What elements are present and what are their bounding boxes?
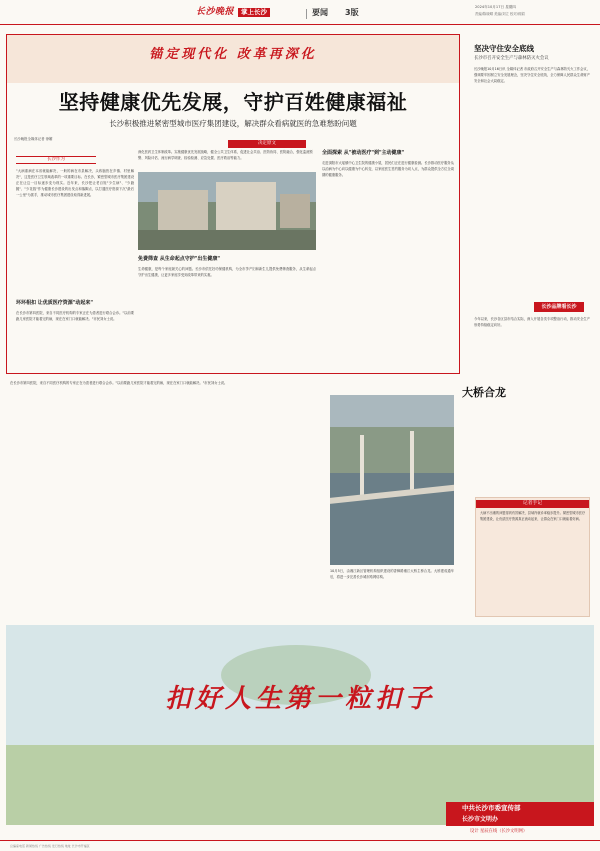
bridge-title[interactable]: 大桥合龙 [462, 386, 506, 399]
masthead-rule [0, 24, 600, 25]
page-footer: 总编室电话 新闻热线 广告热线 发行热线 地址 长沙市开福区 [0, 840, 600, 851]
spacer [462, 400, 463, 401]
bridge-photo[interactable] [330, 395, 454, 565]
main-subhead: 长沙积极推进紧密型城市医疗集团建设，解决群众看病就医的急难愁盼问题 [109, 119, 357, 128]
column-1-subtitle: 环环相扣 让优质医疗资源"动起来" [16, 300, 93, 306]
photo-sky [330, 395, 454, 427]
ad-slogan: 扣好人生第一粒扣子 [164, 684, 435, 714]
ad-credit: 设计 星辰在线（长沙文明网） [470, 829, 528, 834]
column-1-text: "大病重病在本省就能解决，一般的病在市县解决，头疼脑热在乡镇、村里解决"，这是医疗卫生领域改革的一项重要目标。在长沙，紧密型城市医疗集团建设正在让这一目标逐步变为现实。近年来，长沙把让老百姓"少生病"、"少跑腿"、"少花钱"作为健康长沙建设的出发点和落脚点，以打通医疗资源下沉"最后一公里"为抓手，推动城市医疗集团建设取得新进展。 [16, 169, 134, 197]
column-kicker: 长沙作为 [16, 156, 96, 164]
editorial-text: 大病不出湘的问题得到有效解决，县域内就诊率稳步提升。紧密型城市医疗集团建设，让优质医疗资源真正流动起来，让群众在家门口就能看好病。 [480, 511, 586, 521]
excerpt-text: 深化医药卫生体制改革。实施健康优先发展战略，健全公共卫生体系，促进社会共治、医防协同、医防融合，强化监测预警、风险评估、流行病学调查、检验检测、应急处置、医疗救治等能力。 [138, 150, 313, 160]
banner-slogan: 锚定现代化 改革再深化 [149, 47, 317, 62]
photo-bridge-tower [360, 435, 364, 495]
continued-story-text: 在长沙市第四医院，来自不同医疗机构的专家正在为患者进行联合会诊。"以前要跑几家医院才能看完的病，现在在家门口就能解决。"市民刘女士说。 [10, 381, 228, 385]
editors-credit: 责编/陈晓晴 美编/刘立 校对/蒋娟 [475, 12, 525, 16]
editorial-title: 记者手记 [476, 500, 589, 508]
hospital-photo[interactable] [138, 172, 316, 250]
photo-bridge-tower [410, 431, 414, 495]
right-story-subtitle: 长沙市召开安全生产与森林防灭火会议 [474, 56, 549, 61]
logo-text: 长沙晚报 [196, 6, 235, 17]
excerpt-label: 决定原文 [228, 140, 306, 148]
column-3-subtitle: 全面探索 从"被动医疗"到"主动健康" [322, 150, 405, 156]
column-3-text: 走进浏阳市大瑶镇中心卫生院的健康小屋，居民们正在进行健康检测。长沙推动医疗服务从以治病为中心向以健康为中心转变，以家庭医生签约服务为切入点，为群众提供全方位全周期的健康服务。 [322, 161, 454, 177]
column-2-text: 生命健康，是每个家庭最关心的问题。长沙市依托妇幼保健机构，为全市孕产妇和新生儿提供免费筛查服务，从生命起点守护出生健康，让更多家庭享受到改革带来的实惠。 [138, 267, 316, 277]
right-story-text: 长沙晚报10月16日讯 全媒体记者 市政府召开安全生产与森林防灭火工作会议，强调要牢固树立安全发展理念，坚决守住安全底线，全力保障人民群众生命财产安全和社会大局稳定。 [474, 67, 590, 83]
photo-building [158, 190, 208, 230]
section-name: 要闻 [312, 8, 328, 17]
logo-badge: 掌上长沙 [238, 8, 270, 18]
column-2-subtitle: 免费筛查 从生命起点守护"出生健康" [138, 256, 220, 262]
column-1-text-2: 在长沙市第四医院，来自不同医疗机构的专家正在为患者进行联合会诊。"以前要跑几家医院才能看完的病，现在在家门口就能解决。"市民刘女士说。 [16, 311, 134, 321]
photo-building [280, 194, 310, 228]
right-column-label: 长沙品牌看长沙 [534, 302, 584, 312]
page-number: 3版 [345, 8, 359, 17]
editorial-box [475, 497, 590, 617]
masthead-divider [306, 9, 307, 19]
story-banner [7, 35, 459, 83]
masthead [0, 0, 600, 24]
photo-ground [138, 230, 316, 250]
ad-org-line-2: 长沙市文明办 [462, 816, 499, 823]
photo-building [216, 182, 276, 230]
bridge-caption: 10月5日，由湘江新区管理机构组织建设的香樟路湘江大桥主桥合龙。大桥建成通车后，将进一步完善长沙城市路网结构。 [330, 569, 454, 579]
main-headline[interactable]: 坚持健康优先发展，守护百姓健康福祉 [58, 90, 408, 114]
newspaper-logo[interactable] [196, 6, 304, 19]
right-story-text-2: 今年以来，长沙各区县市结合实际，深入开展各类专项整治行动，推动安全生产形势持续稳定向好。 [474, 317, 590, 327]
byline: 长沙晚报全媒体记者 徐媚 [14, 137, 53, 141]
public-service-ad[interactable] [6, 625, 594, 825]
ad-org-line-1: 中共长沙市委宣传部 [462, 804, 521, 812]
issue-date: 2024年10月17日 星期四 [475, 5, 516, 9]
right-story-title[interactable]: 坚决守住安全底线 [474, 44, 534, 53]
